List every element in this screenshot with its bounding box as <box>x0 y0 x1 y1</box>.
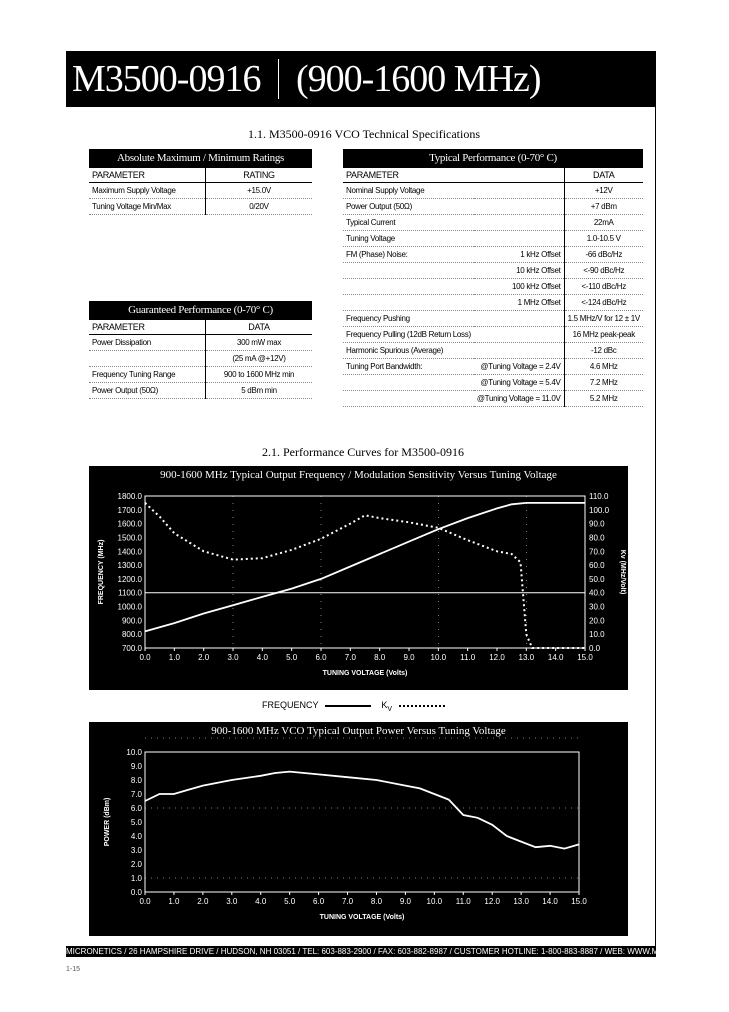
legend-frequency-label: FREQUENCY <box>262 700 319 710</box>
table-row <box>343 359 643 375</box>
table-row <box>343 231 643 247</box>
table-row <box>343 247 643 263</box>
y-tick-label: 1200.0 <box>117 574 142 584</box>
row-param: Frequency Pulling (12dB Return Loss) <box>343 327 474 343</box>
power-chart-title: 900-1600 MHz VCO Typical Output Power Versus Tuning Voltage <box>211 725 506 737</box>
table-row <box>343 183 643 199</box>
table-row <box>343 343 643 359</box>
y-tick-label: 1000.0 <box>117 602 142 612</box>
row-value: +7 dBm <box>564 199 643 215</box>
y-tick-label: 7.0 <box>130 790 142 799</box>
row-value: 5.2 MHz <box>564 391 643 407</box>
x-tick-label: 4.0 <box>255 897 267 906</box>
y2-tick-label: 20.0 <box>589 616 605 626</box>
x-tick-label: 4.0 <box>256 653 268 662</box>
table-row <box>343 327 643 343</box>
y-tick-label: 6.0 <box>130 804 142 813</box>
x-tick-label: 12.0 <box>484 897 500 906</box>
x-tick-label: 14.0 <box>547 653 564 662</box>
plot-area <box>145 496 585 648</box>
y-tick-label: 4.0 <box>130 832 142 841</box>
x-tick-label: 11.0 <box>455 897 471 906</box>
typical-col-value: DATA <box>564 168 643 183</box>
y-tick-label: 800.0 <box>121 630 142 640</box>
y-tick-label: 1700.0 <box>117 505 142 515</box>
x-tick-label: 14.0 <box>542 897 558 906</box>
x-tick-label: 10.0 <box>426 897 443 906</box>
y-tick-label: 1100.0 <box>118 588 142 598</box>
y2-tick-label: 100.0 <box>589 505 610 515</box>
y-tick-label: 10.0 <box>126 748 142 757</box>
x-tick-label: 2.0 <box>198 653 210 662</box>
row-param: FM (Phase) Noise: <box>343 247 474 263</box>
row-value: -66 dBc/Hz <box>564 247 643 263</box>
frequency-chart <box>89 466 628 690</box>
page-number: 1-15 <box>66 966 81 973</box>
row-value: +12V <box>564 183 643 199</box>
x-tick-label: 10.0 <box>430 653 447 662</box>
x-tick-label: 1.0 <box>168 653 180 662</box>
row-sub: 1 MHz Offset <box>474 295 564 311</box>
x-tick-label: 7.0 <box>341 897 354 906</box>
row-param: Tuning Port Bandwidth: <box>343 359 474 375</box>
row-value: -12 dBc <box>564 343 643 359</box>
x-axis-label: TUNING VOLTAGE (Volts) <box>322 670 408 677</box>
table-row <box>343 311 643 327</box>
legend-dotted-swatch <box>399 705 445 707</box>
legend-solid-swatch <box>325 705 371 707</box>
chart-legend <box>262 700 445 713</box>
table-row: Frequency Tuning Range 900 to 1600 MHz min <box>89 367 312 383</box>
x-tick-label: 9.0 <box>403 653 415 662</box>
part-number: M3500-0916 <box>72 58 261 100</box>
y-axis-label: FREQUENCY (MHz) <box>98 539 105 605</box>
x-tick-label: 6.0 <box>313 897 325 906</box>
x-tick-label: 6.0 <box>315 653 327 662</box>
row-param <box>343 263 474 279</box>
row-param: Tuning Voltage <box>343 231 474 247</box>
section1-title: 1.1. M3500-0916 VCO Technical Specifications <box>248 127 481 141</box>
y-tick-label: 0.0 <box>130 888 142 897</box>
typical-col-param: PARAMETER <box>343 168 564 183</box>
row-param: Typical Current <box>343 215 474 231</box>
y-tick-label: 2.0 <box>130 860 142 869</box>
abs-max-col-param: PARAMETER <box>89 168 206 183</box>
y2-tick-label: 70.0 <box>589 547 605 557</box>
row-param <box>343 279 474 295</box>
x-tick-label: 7.0 <box>344 653 356 662</box>
x-tick-label: 12.0 <box>489 653 505 662</box>
x-tick-label: 9.0 <box>399 897 411 906</box>
x-tick-label: 3.0 <box>226 897 238 906</box>
x-tick-label: 0.0 <box>139 653 151 662</box>
y2-tick-label: 30.0 <box>589 602 605 612</box>
row-value: 22mA <box>564 215 643 231</box>
table-row: Maximum Supply Voltage +15.0V <box>89 183 312 199</box>
y2-tick-label: 110.0 <box>589 492 609 501</box>
table-row: (25 mA @+12V) <box>89 351 312 367</box>
typical-table <box>343 149 643 407</box>
typical-title: Typical Performance (0-70° C) <box>343 149 643 168</box>
row-sub <box>474 343 564 359</box>
y-tick-label: 5.0 <box>130 818 142 827</box>
y-tick-label: 1600.0 <box>117 519 142 529</box>
y-tick-label: 1400.0 <box>117 547 142 557</box>
x-tick-label: 5.0 <box>284 897 296 906</box>
row-sub: 1 kHz Offset <box>474 247 564 263</box>
y-tick-label: 8.0 <box>130 776 142 785</box>
y2-tick-label: 40.0 <box>589 588 605 598</box>
x-tick-label: 13.0 <box>518 653 535 662</box>
abs-max-title: Absolute Maximum / Minimum Ratings <box>89 149 312 168</box>
table-row <box>343 215 643 231</box>
row-sub <box>474 231 564 247</box>
header-banner <box>66 51 656 107</box>
row-param: Frequency Pushing <box>343 311 474 327</box>
x-tick-label: 15.0 <box>571 897 587 906</box>
y-tick-label: 1300.0 <box>117 561 142 571</box>
footer-bar: MICRONETICS / 26 HAMPSHIRE DRIVE / HUDSON, NH 03051 / TEL: 603-883-2900 / FAX: 603-882-8987 / CUSTOMER HOTLINE: 1-800-883-8887 / WEB: WWW.MICRONETICS.COM <box>66 947 729 956</box>
row-sub <box>474 215 564 231</box>
guaranteed-title: Guaranteed Performance (0-70° C) <box>89 301 312 320</box>
page-right-rule <box>655 107 656 947</box>
row-param: Nominal Supply Voltage <box>343 183 474 199</box>
guaranteed-col-param: PARAMETER <box>89 320 206 335</box>
table-row <box>343 279 643 295</box>
section2-title: 2.1. Performance Curves for M3500-0916 <box>262 445 464 459</box>
y2-tick-label: 10.0 <box>589 630 605 640</box>
y-tick-label: 700.0 <box>121 644 142 653</box>
y-tick-label: 9.0 <box>130 762 142 771</box>
row-value: 1.0-10.5 V <box>564 231 643 247</box>
table-row <box>343 295 643 311</box>
x-tick-label: 1.0 <box>168 897 180 906</box>
row-value: 1.5 MHz/V for 12 ± 1V <box>564 311 643 327</box>
row-value: <-110 dBc/Hz <box>564 279 643 295</box>
row-sub <box>474 311 564 327</box>
y2-tick-label: 60.0 <box>589 561 605 571</box>
row-sub: @Tuning Voltage = 5.4V <box>474 375 564 391</box>
row-sub: 100 kHz Offset <box>474 279 564 295</box>
row-sub <box>474 327 564 343</box>
row-value: <-124 dBc/Hz <box>564 295 643 311</box>
row-param: Harmonic Spurious (Average) <box>343 343 474 359</box>
y2-axis-label: Kv (MHz/Volt) <box>619 549 626 595</box>
row-sub <box>474 183 564 199</box>
table-row <box>343 375 643 391</box>
guaranteed-table <box>89 301 312 399</box>
row-param <box>343 391 474 407</box>
row-sub: 10 kHz Offset <box>474 263 564 279</box>
x-tick-label: 8.0 <box>374 653 386 662</box>
y-tick-label: 900.0 <box>121 616 142 626</box>
y2-tick-label: 80.0 <box>589 533 605 543</box>
y2-tick-label: 90.0 <box>589 519 605 529</box>
frequency-range: (900-1600 MHz) <box>296 58 541 100</box>
y-tick-label: 1.0 <box>130 874 142 883</box>
row-value: 7.2 MHz <box>564 375 643 391</box>
y-tick-label: 1500.0 <box>117 533 142 543</box>
row-value: <-90 dBc/Hz <box>564 263 643 279</box>
y2-tick-label: 50.0 <box>589 574 605 584</box>
row-param <box>343 295 474 311</box>
x-tick-label: 15.0 <box>577 653 593 662</box>
frequency-chart-title: 900-1600 MHz Typical Output Frequency / Modulation Sensitivity Versus Tuning Voltage <box>160 469 557 481</box>
y-tick-label: 1800.0 <box>117 492 142 501</box>
table-row <box>343 263 643 279</box>
x-tick-label: 3.0 <box>227 653 239 662</box>
x-tick-label: 2.0 <box>197 897 209 906</box>
x-tick-label: 11.0 <box>460 653 476 662</box>
row-sub: @Tuning Voltage = 2.4V <box>474 359 564 375</box>
table-row <box>343 199 643 215</box>
table-row <box>343 391 643 407</box>
abs-max-col-value: RATING <box>206 168 313 183</box>
table-row: Tuning Voltage Min/Max 0/20V <box>89 199 312 215</box>
row-sub <box>474 199 564 215</box>
y-axis-label: POWER (dBm) <box>104 797 111 847</box>
x-tick-label: 13.0 <box>513 897 529 906</box>
row-sub: @Tuning Voltage = 11.0V <box>474 391 564 407</box>
abs-max-table <box>89 149 312 215</box>
legend-kv-label: $K_V$ <box>381 700 393 713</box>
row-value: 16 MHz peak-peak <box>564 327 643 343</box>
row-param <box>343 375 474 391</box>
x-tick-label: 5.0 <box>286 653 298 662</box>
x-tick-label: 0.0 <box>139 897 151 906</box>
y2-tick-label: 0.0 <box>589 644 601 653</box>
power-chart <box>89 722 628 936</box>
y-tick-label: 3.0 <box>130 846 142 855</box>
row-param: Power Output (50Ω) <box>343 199 474 215</box>
row-value: 4.6 MHz <box>564 359 643 375</box>
table-row: Power Dissipation 300 mW max <box>89 335 312 351</box>
table-row: Power Output (50Ω) 5 dBm min <box>89 383 312 399</box>
x-axis-label: TUNING VOLTAGE (Volts) <box>319 914 405 921</box>
guaranteed-col-value: DATA <box>206 320 313 335</box>
plot-area <box>145 752 579 892</box>
header-divider <box>278 59 279 99</box>
x-tick-label: 8.0 <box>370 897 383 906</box>
